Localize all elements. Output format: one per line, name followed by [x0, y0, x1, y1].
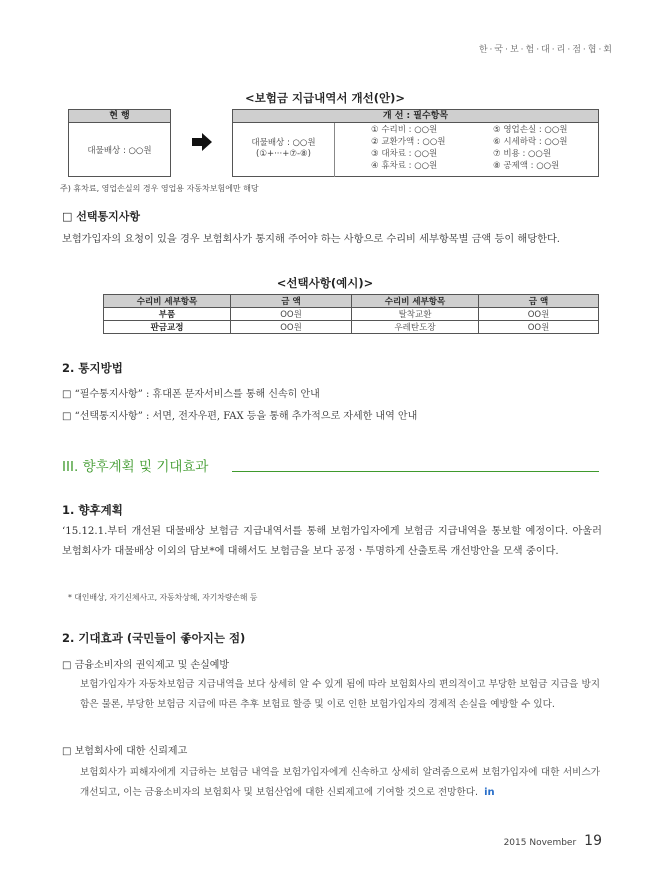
option-table-title: <선택사항(예시)> [276, 276, 374, 290]
plan-heading: 1. 향후계획 [62, 503, 123, 517]
item-downtime: ④ 휴차료 : ○○원 [371, 161, 438, 171]
method-bullet2: □ “선택통지사항” : 서면, 전자우편, FAX 등을 통해 추가적으로 자세한 내역 안내 [62, 411, 418, 422]
current-header: 현 행 [69, 110, 170, 123]
page-footer [504, 833, 602, 849]
improved-box [232, 109, 599, 177]
table-cell: OO원 [231, 321, 352, 334]
item-business-loss: ⑤ 영업손실 : ○○원 [493, 125, 568, 135]
footer-date: 2015 November [503, 838, 577, 848]
improved-left-line2: (①+···+⑦-⑧) [256, 149, 311, 159]
improved-left-line1: 대물배상 : ○○원 [251, 138, 316, 148]
current-box [68, 109, 171, 177]
table-cell: OO원 [479, 308, 599, 321]
item-repair: ① 수리비 : ○○원 [371, 125, 438, 135]
item-value-drop: ⑥ 시세하락 : ○○원 [493, 137, 568, 147]
figure1-note: 주) 휴차료, 영업손실의 경우 영업용 자동차보험에만 해당 [60, 184, 259, 193]
item-exchange: ② 교환가액 : ○○원 [371, 137, 446, 147]
table-cell: OO원 [479, 321, 599, 334]
current-text: 대물배상 : ○○원 [87, 146, 152, 156]
col-header-amount1: 금 액 [231, 295, 352, 308]
table-cell: OO원 [231, 308, 352, 321]
table-cell: 부품 [104, 308, 231, 321]
col-header-item1: 수리비 세부항목 [104, 295, 231, 308]
effects-heading: 2. 기대효과 (국민들이 좋아지는 점) [62, 631, 246, 645]
effect2-title: □ 보험회사에 대한 신뢰제고 [62, 746, 188, 757]
comparison-table [68, 109, 599, 177]
plan-footnote: * 대인배상, 자기신체사고, 자동차상해, 자기차량손해 등 [68, 593, 258, 602]
col-header-amount2: 금 액 [479, 295, 599, 308]
effect1-title: □ 금융소비자의 권익제고 및 손실예방 [62, 660, 230, 671]
section-title: III. 향후계획 및 기대효과 [62, 459, 209, 475]
optional-heading: □ 선택통지사항 [62, 210, 140, 223]
item-cost: ⑦ 비용 : ○○원 [493, 149, 552, 159]
effect1-text: 보험가입자가 자동차보험금 지급내역을 보다 상세히 알 수 있게 됨에 따라 보험회사의 편의적이고 부당한 보험금 지급을 방지함은 물론, 부당한 보험금 지급에 따른 추후 보험료 할증 및 이로 인한 보험가입자의 경제적 손실을 예방할 수 있다. [80, 679, 600, 710]
table-cell: 탈착교환 [352, 308, 479, 321]
optional-paragraph: 보험가입자의 요청이 있을 경우 보험회사가 통지해 주어야 하는 사항으로 수리비 세부항목별 금액 등이 해당한다. [62, 234, 561, 245]
effect2-text: 보험회사가 피해자에게 지급하는 보험금 내역을 보험가입자에게 신속하고 상세히 알려줌으로써 보험가입자에 대한 서비스가 개선되고, 이는 금융소비자의 보험회사 및 보험산업에 대한 신뢰제고에 기여할 것으로 전망한다. [80, 767, 600, 798]
item-deduction: ⑧ 공제액 : ○○원 [493, 161, 560, 171]
table-cell: 판금교정 [104, 321, 231, 334]
table-cell: 우레탄도장 [352, 321, 479, 334]
section-divider [232, 471, 599, 472]
item-rental: ③ 대차료 : ○○원 [371, 149, 438, 159]
improved-header: 개 선 : 필수항목 [233, 110, 598, 123]
col-header-item2: 수리비 세부항목 [352, 295, 479, 308]
page-number: 19 [584, 833, 602, 849]
option-table [103, 294, 599, 334]
figure1-title: <보험금 지급내역서 개선(안)> [245, 91, 405, 105]
header-org: 한·국·보·험·대·리·점·협·회 [478, 45, 614, 55]
method-bullet1: □ “필수통지사항” : 휴대폰 문자서비스를 통해 신속히 안내 [62, 389, 320, 400]
arrow-right-icon [192, 133, 212, 151]
table-row [104, 321, 599, 334]
table-header-row [104, 295, 599, 308]
method-heading: 2. 통지방법 [62, 361, 123, 375]
plan-paragraph: ‘15.12.1.부터 개선된 대물배상 보험금 지급내역서를 통해 보험가입자에게 보험금 지급내역을 통보할 예정이다. 아울러 보험회사가 대물배상 이외의 담보*에 대해서도 보험금을 보다 공정ㆍ투명하게 산출토록 개선방안을 모색 중이다. [62, 526, 602, 557]
end-mark-icon: in [484, 787, 495, 798]
table-row [104, 308, 599, 321]
